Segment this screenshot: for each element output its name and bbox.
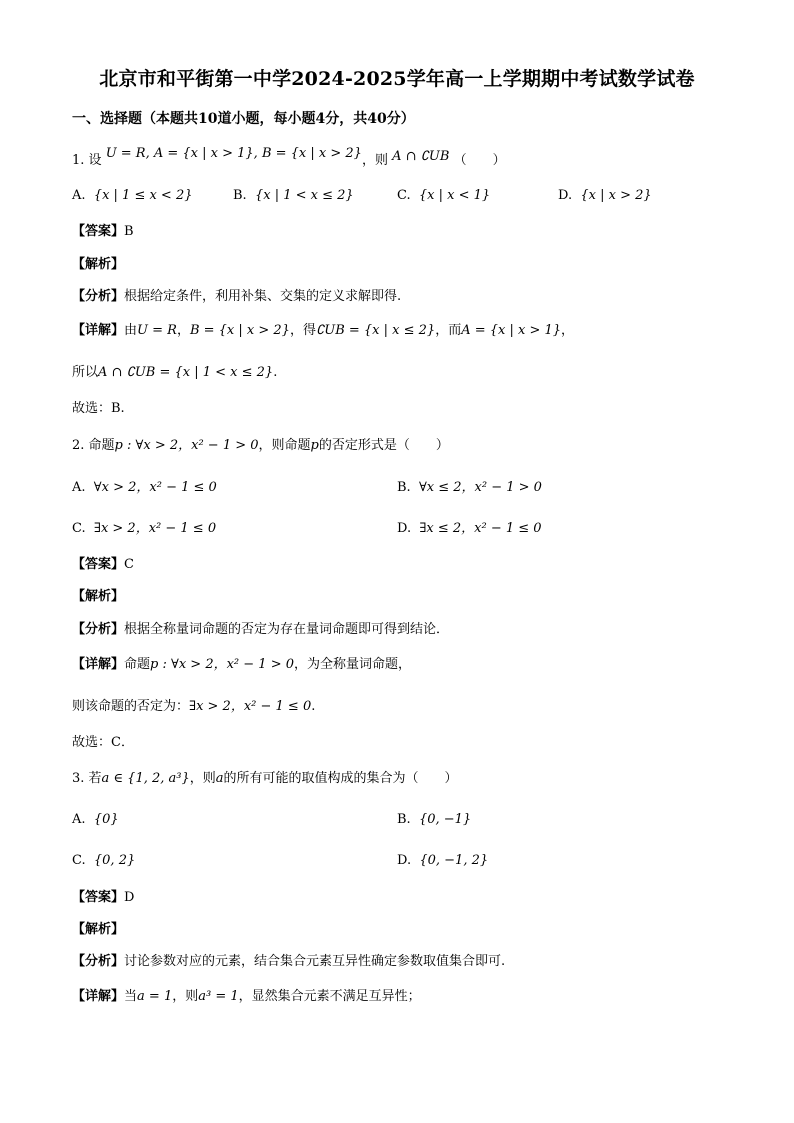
q1-detail [72, 322, 574, 340]
q2-answer-value: C [124, 557, 134, 572]
xiangjie-tag: 【详解】 [72, 989, 125, 1004]
q1-detail-text-e: ， [561, 323, 575, 338]
q2-detail2-math: ∃x > 2，x² − 1 ≤ 0 [189, 699, 312, 714]
q2-option-d [397, 520, 542, 538]
answer-tag: 【答案】 [72, 557, 125, 572]
q2-detail-text-a: 命题 [124, 657, 151, 672]
q3-stem-var: a [215, 771, 224, 786]
q1-analysis-tag: 【解析】 [72, 257, 125, 272]
q1-detail-math-c: ∁UB = {x | x ≤ 2} [315, 323, 436, 338]
q3-detail-math-2: a³ = 1 [198, 989, 239, 1004]
q1-detail-math-a: U = R [137, 323, 177, 338]
q2-stem-math: p : ∀x > 2，x² − 1 > 0 [114, 438, 259, 453]
q2-option-d-label: D. [397, 521, 412, 536]
q1-option-c-label: C. [397, 188, 411, 203]
fenxi-tag: 【分析】 [72, 622, 125, 637]
q2-stem-p: p [310, 438, 319, 453]
q1-stem-text: 1. 设 [72, 153, 102, 168]
q3-option-c-value: {0, 2} [93, 853, 136, 868]
q3-analysis-tag: 【解析】 [72, 922, 125, 937]
q1-detail2-math: A ∩ ∁UB = {x | 1 < x ≤ 2} [98, 365, 274, 380]
q1-set-definition: U = R, A = {x | x > 1}, B = {x | x > 2} [105, 146, 362, 161]
q2-detail-2 [72, 698, 315, 716]
q1-option-c [397, 187, 490, 205]
q1-expression: A ∩ ∁UB [392, 149, 450, 164]
q2-option-b [397, 479, 542, 497]
q2-option-a-label: A. [72, 480, 86, 495]
q1-detail-math-d: A = {x | x > 1} [461, 323, 562, 338]
q2-answer [72, 556, 134, 574]
q3-stem-math: a ∈ {1, 2, a³} [101, 771, 190, 786]
q1-option-a-value: {x | 1 ≤ x < 2} [93, 188, 193, 203]
q2-detail [72, 656, 411, 674]
q2-stem [72, 437, 449, 455]
q3-stem-text-a: 3. 若 [72, 771, 102, 786]
q3-option-b [397, 811, 471, 829]
q1-detail-math-b: B = {x | x > 2} [189, 323, 290, 338]
answer-tag: 【答案】 [72, 890, 125, 905]
q1-answer-value: B [124, 224, 134, 239]
q2-option-c-label: C. [72, 521, 86, 536]
q3-option-b-label: B. [397, 812, 411, 827]
q2-detail-math: p : ∀x > 2，x² − 1 > 0 [150, 657, 295, 672]
q3-detail [72, 988, 421, 1006]
q3-option-a-value: {0} [93, 812, 119, 827]
q3-option-d-value: {0, −1, 2} [419, 853, 489, 868]
q3-answer-value: D [124, 890, 135, 905]
q3-stem [72, 770, 458, 788]
q3-fenxi-text: 讨论参数对应的元素，结合集合元素互异性确定参数取值集合即可. [124, 954, 506, 969]
q2-conclusion: 故选：C． [72, 735, 134, 750]
q3-detail-math-1: a = 1 [137, 989, 173, 1004]
section-heading: 一、选择题（本题共10道小题，每小题4分，共40分） [72, 111, 415, 127]
q2-fenxi [72, 621, 449, 639]
q2-detail2-end: . [311, 699, 316, 714]
q3-stem-text-b: ，则 [189, 771, 216, 786]
q2-option-a [72, 479, 217, 497]
q2-option-c [72, 520, 216, 538]
q2-option-b-value: ∀x ≤ 2，x² − 1 > 0 [418, 480, 542, 495]
q2-stem-text-b: ，则命题 [258, 438, 311, 453]
q1-option-c-value: {x | x < 1} [418, 188, 491, 203]
q1-option-b [233, 187, 354, 205]
q1-detail-text-b: ， [176, 323, 190, 338]
q1-stem [72, 146, 506, 170]
q3-stem-text-c: 的所有可能的取值构成的集合为（ ） [223, 771, 458, 786]
q1-option-b-value: {x | 1 < x ≤ 2} [254, 188, 354, 203]
q1-fenxi-text: 根据给定条件，利用补集、交集的定义求解即得. [124, 289, 402, 304]
xiangjie-tag: 【详解】 [72, 657, 125, 672]
q3-option-a-label: A. [72, 812, 86, 827]
q3-detail-text-c: ，显然集合元素不满足互异性； [238, 989, 421, 1004]
q2-fenxi-text: 根据全称量词命题的否定为存在量词命题即可得到结论． [124, 622, 450, 637]
q1-answer [72, 223, 134, 241]
q3-option-c-label: C. [72, 853, 86, 868]
q3-option-a [72, 811, 119, 829]
q2-detail-text-b: ，为全称量词命题， [294, 657, 412, 672]
q3-answer [72, 889, 134, 907]
q3-option-d-label: D. [397, 853, 412, 868]
q1-detail2-end: . [273, 365, 278, 380]
q3-option-b-value: {0, −1} [418, 812, 472, 827]
q2-detail2-text: 则该命题的否定为： [72, 699, 190, 714]
fenxi-tag: 【分析】 [72, 954, 125, 969]
q3-option-d [397, 852, 488, 870]
q1-fenxi [72, 288, 401, 306]
q1-option-d [558, 187, 652, 205]
q1-option-d-value: {x | x > 2} [580, 188, 652, 203]
q2-option-c-value: ∃x > 2，x² − 1 ≤ 0 [93, 521, 217, 536]
q1-paren: （ ） [453, 153, 506, 168]
page-title: 北京市和平街第一中学2024-2025学年高一上学期期中考试数学试卷 [99, 68, 695, 90]
q1-detail-text-d: ，而 [435, 323, 462, 338]
q1-detail-text-c: ，得 [289, 323, 316, 338]
q2-analysis-tag: 【解析】 [72, 589, 125, 604]
q1-then: ，则 [361, 153, 388, 168]
answer-tag: 【答案】 [72, 224, 125, 239]
fenxi-tag: 【分析】 [72, 289, 125, 304]
q1-option-a-label: A. [72, 188, 86, 203]
q1-detail2-text: 所以 [72, 365, 99, 380]
q1-conclusion: 故选：B. [72, 401, 125, 416]
q2-option-b-label: B. [397, 480, 411, 495]
q3-option-c [72, 852, 135, 870]
q1-option-d-label: D. [558, 188, 573, 203]
q2-stem-text-a: 2. 命题 [72, 438, 115, 453]
q1-detail-2 [72, 364, 277, 382]
q1-option-a [72, 187, 193, 205]
xiangjie-tag: 【详解】 [72, 323, 125, 338]
q2-option-a-value: ∀x > 2，x² − 1 ≤ 0 [93, 480, 217, 495]
q2-stem-text-c: 的否定形式是（ ） [318, 438, 449, 453]
q3-detail-text-b: ，则 [172, 989, 199, 1004]
q2-option-d-value: ∃x ≤ 2，x² − 1 ≤ 0 [419, 521, 542, 536]
q1-detail-text-a: 由 [124, 323, 138, 338]
q3-detail-text-a: 当 [124, 989, 138, 1004]
q3-fenxi [72, 953, 505, 971]
q1-option-b-label: B. [233, 188, 247, 203]
